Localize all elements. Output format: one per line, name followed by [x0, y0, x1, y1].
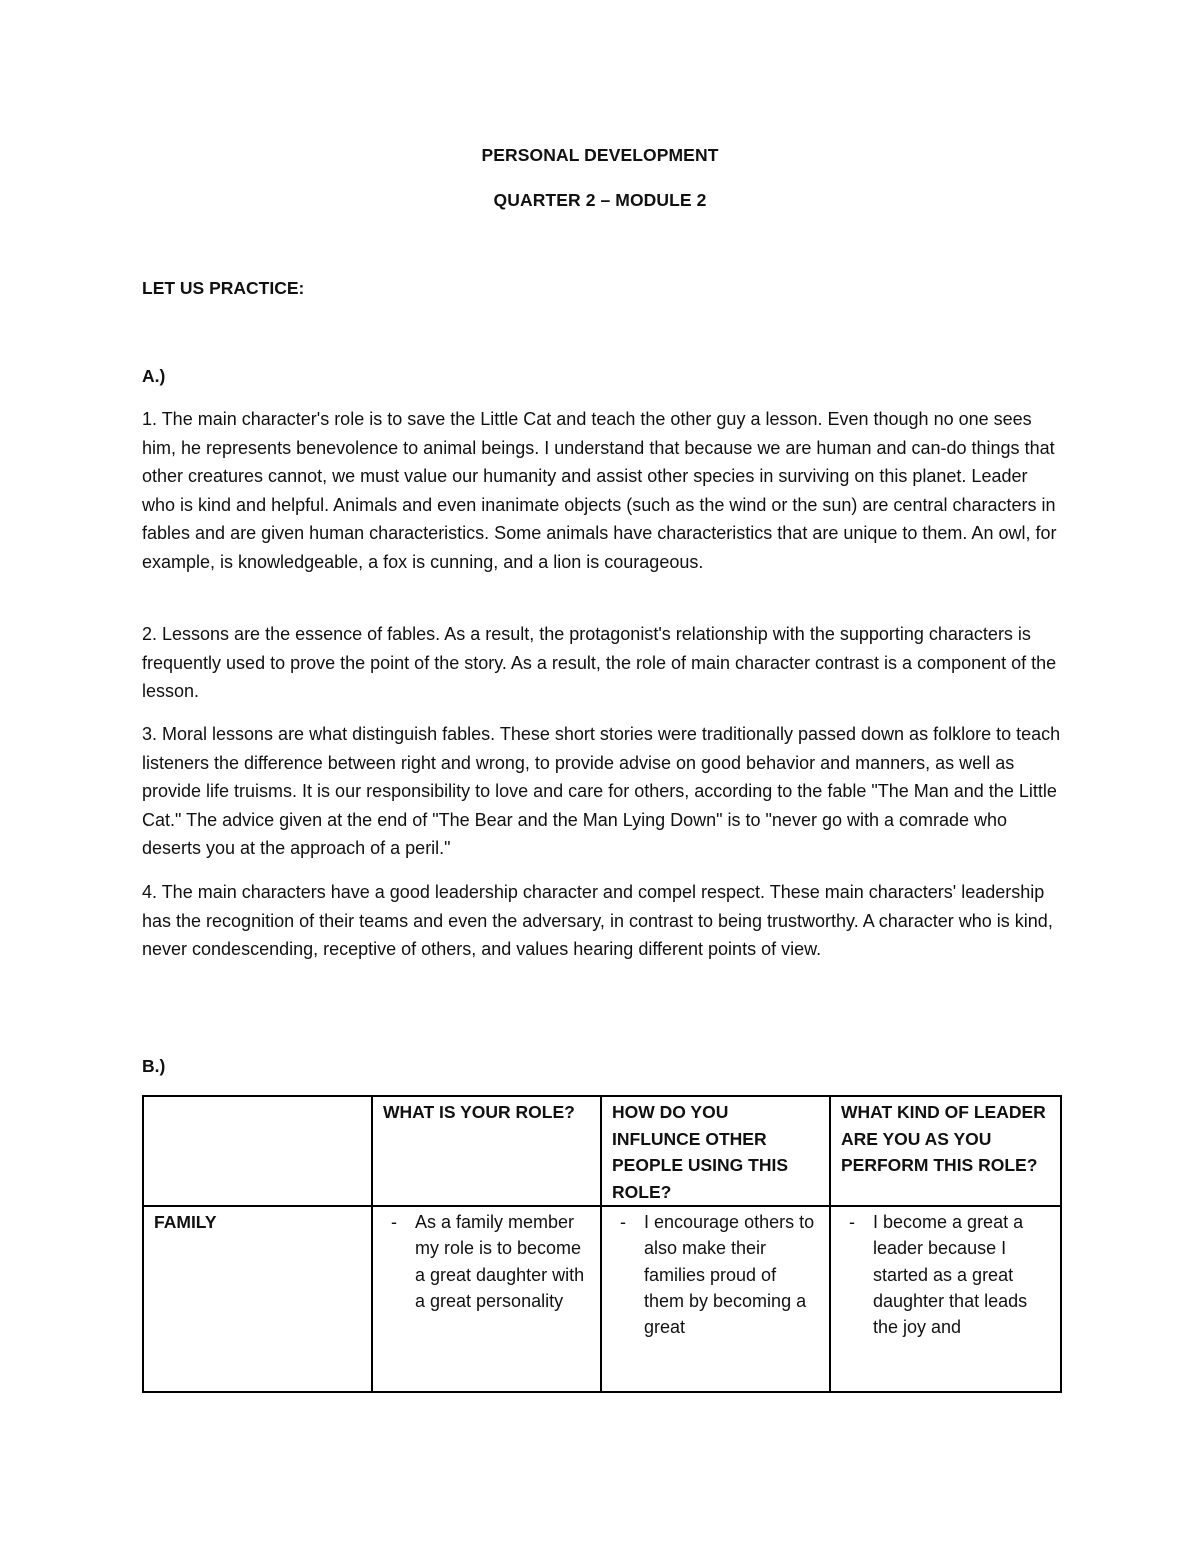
paragraph-1: 1. The main character's role is to save the Little Cat and teach the other guy a lesson. Even though no one sees him, he represents benevolence to animal beings. I understand that because we are human and can-do things that other creatures cannot, we must value our humanity and assist other species in surviving on this planet. Leader who is kind and helpful. Animals and even inanimate objects (such as the wind or the sun) are central characters in fables and are given human characteristics. Some animals have characteristics that are unique to them. An owl, for example, is knowledgeable, a fox is cunning, and a lion is courageous. [142, 409, 1057, 572]
part-b-label: B.) [142, 1056, 166, 1076]
paragraph-3: 3. Moral lessons are what distinguish fables. These short stories were traditionally passed down as folklore to teach listeners the difference between right and wrong, to provide advise on good behavior and manners, as well as provide life truisms. It is our responsibility to love and care for others, according to the fable "The Man and the Little Cat." The advice given at the end of "The Bear and the Man Lying Down" is to "never go with a comrade who deserts you at the approach of a peril." [142, 724, 1061, 859]
table-cell [372, 1206, 601, 1392]
table-cell [830, 1206, 1061, 1392]
table-header-influence: HOW DO YOU INFLUNCE OTHER PEOPLE USING THIS ROLE? [601, 1096, 830, 1206]
bullet-dash: - [849, 1212, 855, 1232]
table-cell [601, 1206, 830, 1392]
roles-table [142, 1095, 1062, 1393]
cell-text-role: As a family member my role is to become a great daughter with a great personality [415, 1212, 585, 1311]
bullet-dash: - [620, 1212, 626, 1232]
table-header-leader: WHAT KIND OF LEADER ARE YOU AS YOU PERFORM THIS ROLE? [830, 1096, 1061, 1206]
table-header-role: WHAT IS YOUR ROLE? [372, 1096, 601, 1206]
table-row [143, 1206, 1061, 1392]
document-subtitle: QUARTER 2 – MODULE 2 [493, 190, 707, 210]
cell-text-influence: I encourage others to also make their families proud of them by becoming a great [644, 1212, 815, 1338]
table-header-empty [143, 1096, 372, 1206]
bullet-dash: - [391, 1212, 397, 1232]
part-a-label: A.) [142, 366, 166, 386]
paragraph-4: 4. The main characters have a good leadership character and compel respect. These main characters' leadership has the recognition of their teams and even the adversary, in contrast to being trustworthy. A character who is kind, never condescending, receptive of others, and values hearing different points of view. [142, 882, 1053, 960]
document-title: PERSONAL DEVELOPMENT [481, 145, 719, 165]
cell-text-leader: I become a great a leader because I started as a great daughter that leads the joy and [873, 1212, 1028, 1338]
table-header-row [143, 1096, 1061, 1206]
section-heading: LET US PRACTICE: [142, 278, 305, 298]
paragraph-2: 2. Lessons are the essence of fables. As a result, the protagonist's relationship with the supporting characters is frequently used to prove the point of the story. As a result, the role of main character contrast is a component of the lesson. [142, 624, 1057, 702]
row-label-family: FAMILY [143, 1206, 372, 1392]
